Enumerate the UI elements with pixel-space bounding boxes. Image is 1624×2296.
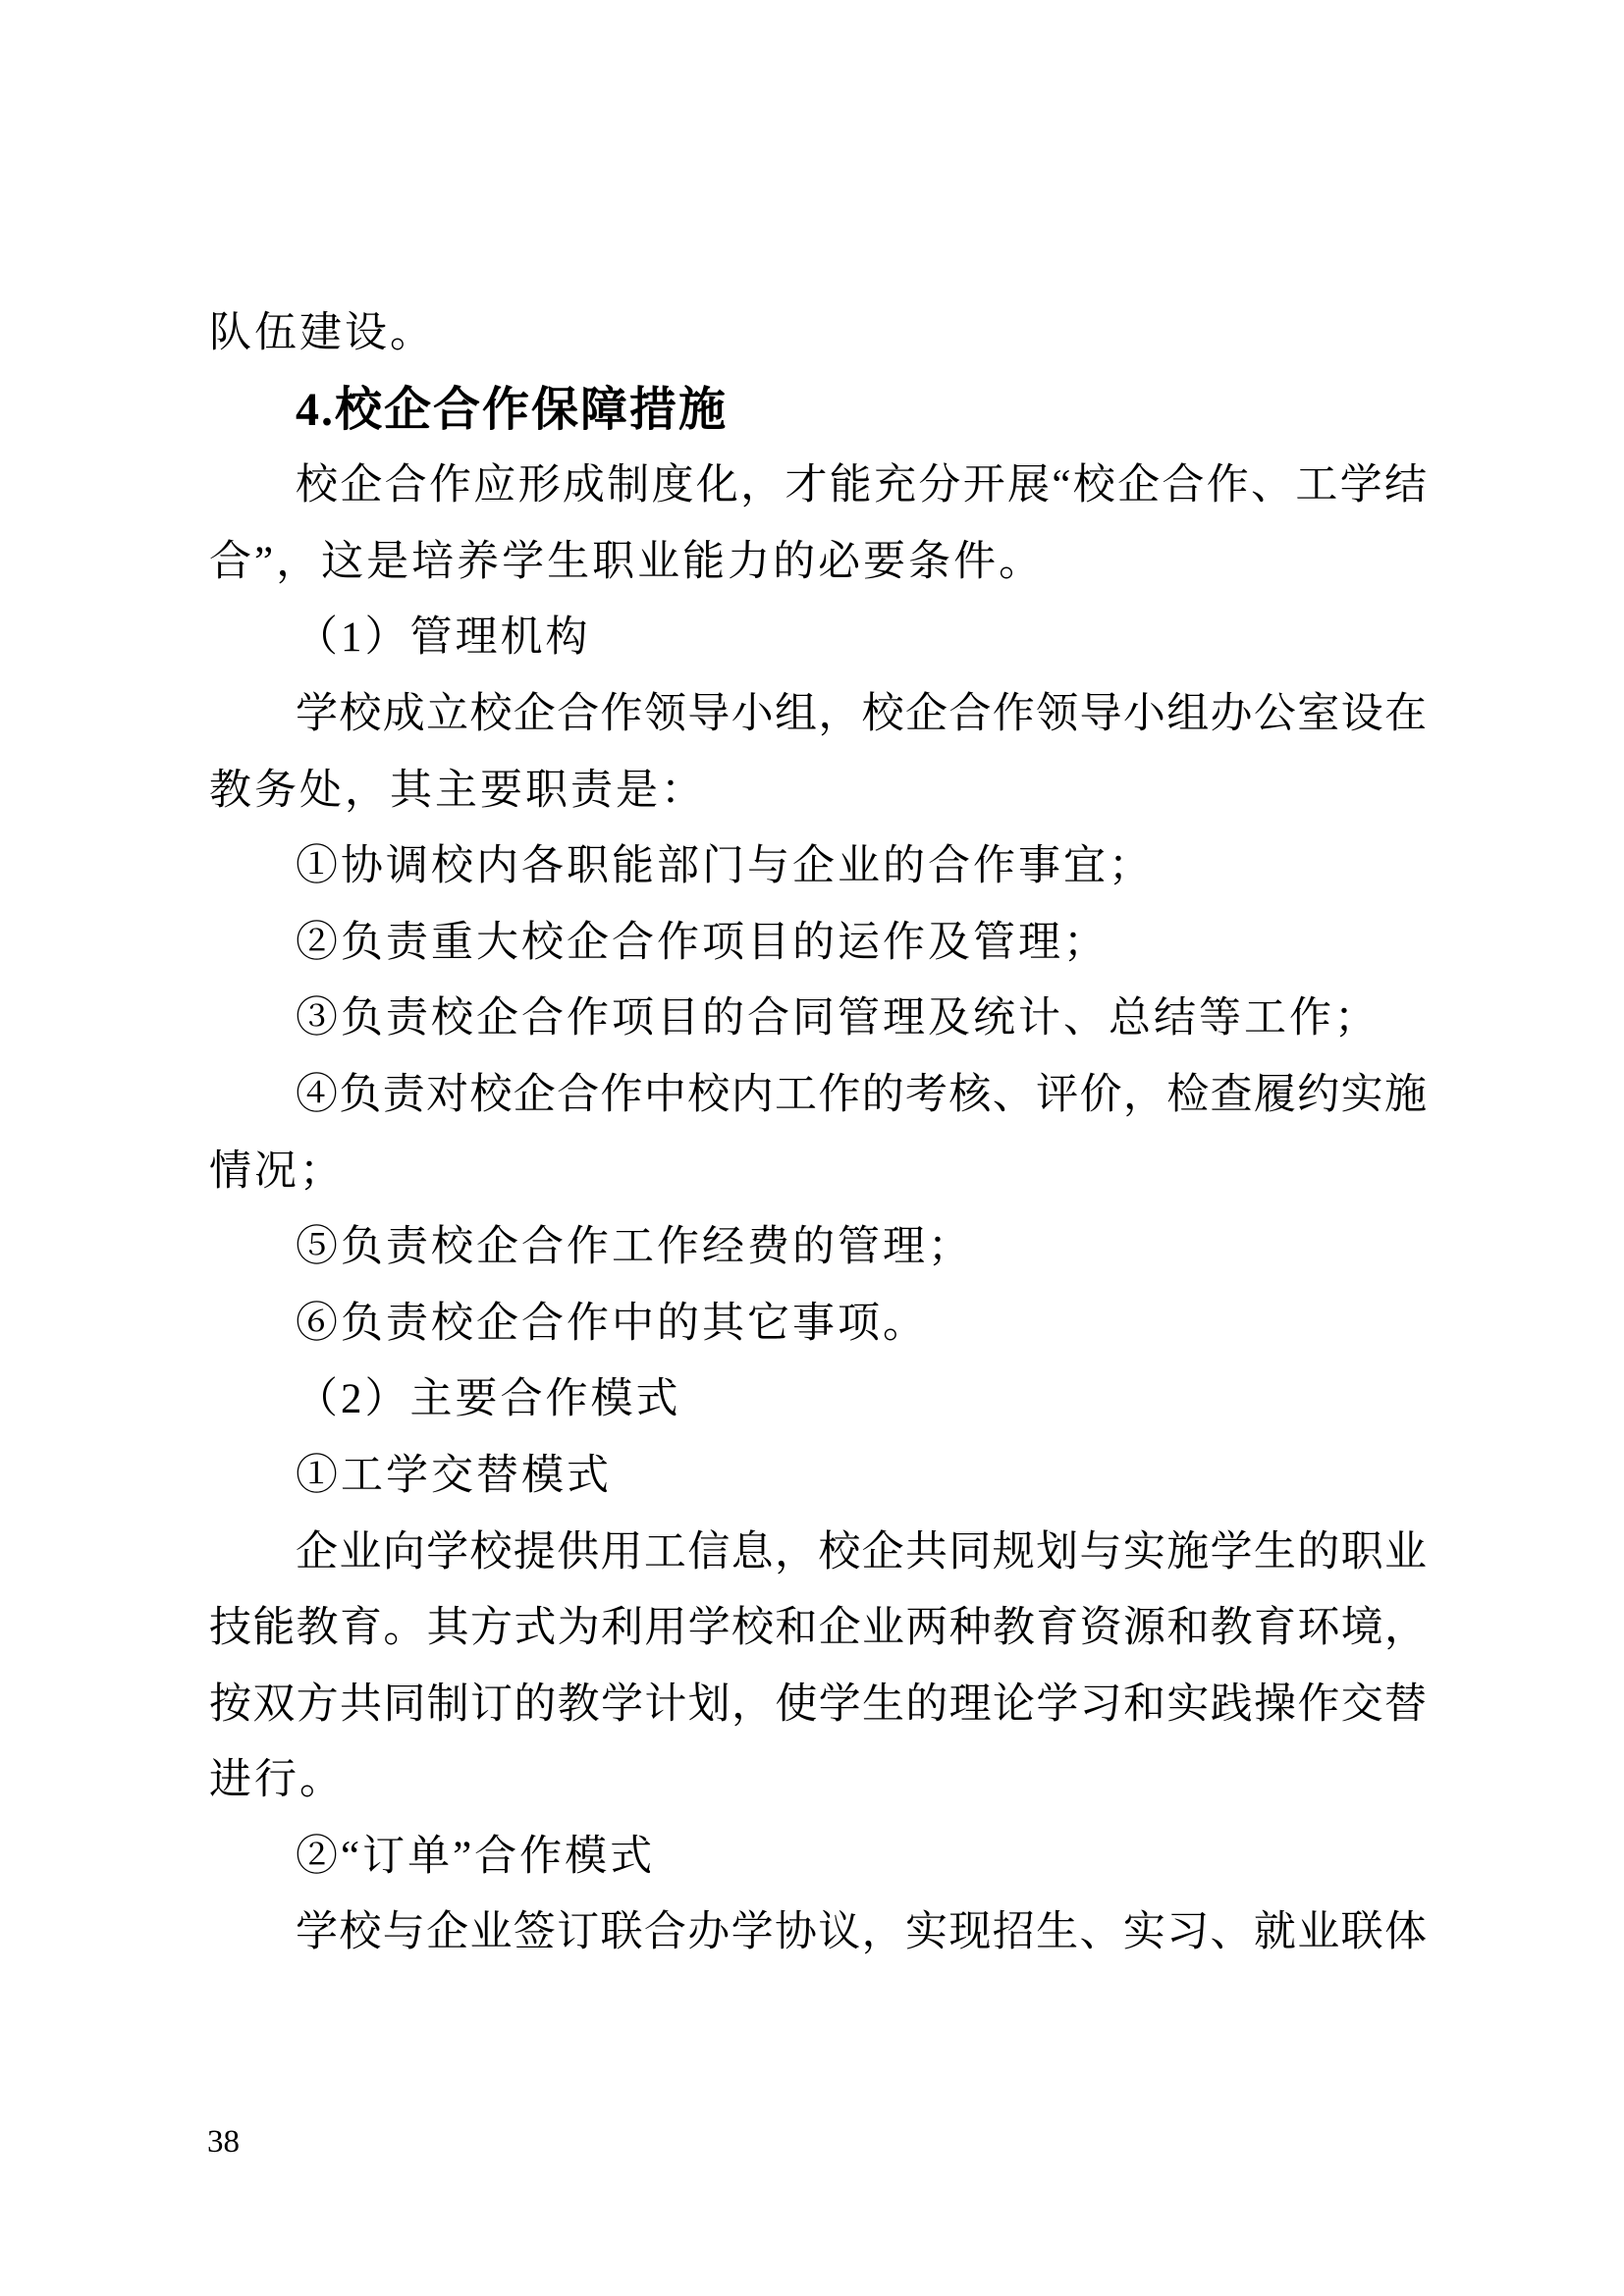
text-line: ⑤负责校企合作工作经费的管理； xyxy=(296,1224,973,1271)
text-line: ⑥负责校企合作中的其它事项。 xyxy=(296,1300,928,1347)
text-line: ③负责校企合作项目的合同管理及统计、总结等工作； xyxy=(296,995,1380,1042)
text-line: 技能教育。其方式为利用学校和企业两种教育资源和教育环境， xyxy=(209,1605,1427,1652)
text-line: ②“订单”合作模式 xyxy=(296,1833,656,1880)
text-line: 企业向学校提供用工信息，校企共同规划与实施学生的职业 xyxy=(296,1528,1427,1575)
text-line: 学校成立校企合作领导小组，校企合作领导小组办公室设在 xyxy=(296,690,1427,737)
text-line: 合”，这是培养学生职业能力的必要条件。 xyxy=(209,538,1045,585)
text-line: 队伍建设。 xyxy=(209,310,435,356)
text-line: 学校与企业签订联合办学协议，实现招生、实习、就业联体 xyxy=(296,1909,1427,1956)
text-line: ①协调校内各职能部门与企业的合作事宜； xyxy=(296,843,1154,890)
text-line: 情况； xyxy=(209,1148,345,1195)
text-line: 按双方共同制订的教学计划，使学生的理论学习和实践操作交替 xyxy=(209,1681,1427,1728)
text-line: （2）主要合作模式 xyxy=(296,1376,681,1423)
document-text-block xyxy=(209,295,1427,1971)
text-line: ②负责重大校企合作项目的运作及管理； xyxy=(296,919,1109,966)
page-number: 38 xyxy=(207,2124,240,2160)
text-line: 校企合作应形成制度化，才能充分开展“校企合作、工学结 xyxy=(296,462,1427,509)
section-heading: 4.校企合作保障措施 xyxy=(296,383,729,436)
text-line: 教务处，其主要职责是： xyxy=(209,767,706,814)
text-line: ①工学交替模式 xyxy=(296,1452,612,1499)
text-line: ④负责对校企合作中校内工作的考核、评价，检查履约实施 xyxy=(296,1071,1427,1118)
text-line: 进行。 xyxy=(209,1757,345,1804)
text-line: （1）管理机构 xyxy=(296,614,591,662)
